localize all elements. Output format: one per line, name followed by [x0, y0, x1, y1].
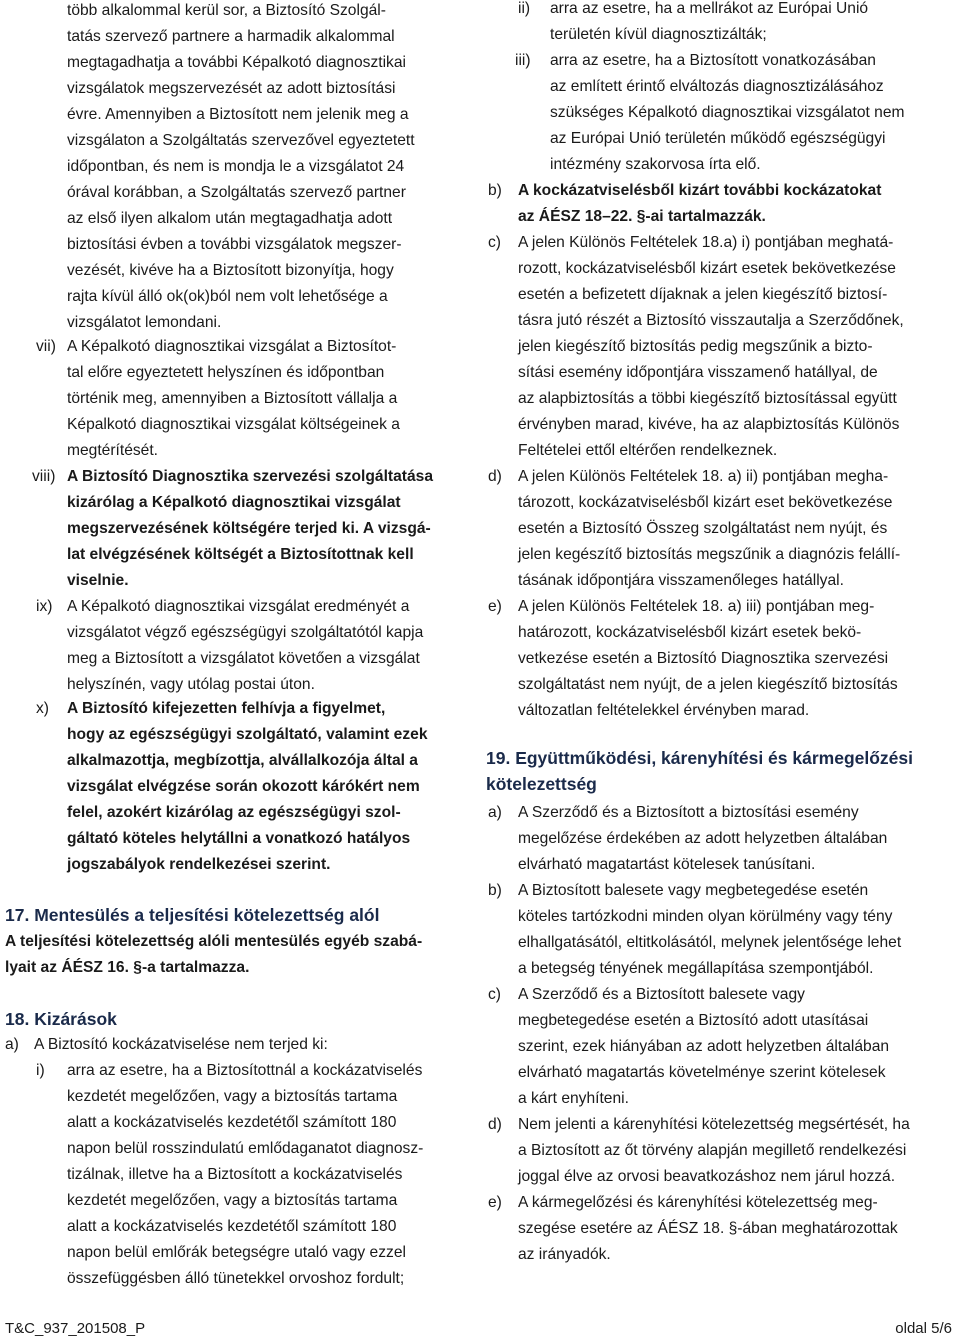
- text-line: jelen kiegészítő biztosítás pedig megszűnik a bizto-: [518, 338, 873, 355]
- text-line: napon belül emlőrák betegségre utaló vagy ezzel: [67, 1244, 406, 1261]
- item-label-b: b): [488, 182, 502, 199]
- text-line: A Képalkotó diagnosztikai vizsgálat eredményét a: [67, 598, 410, 615]
- text-line: megbetegedése esetén a Biztosító adott utasításai: [518, 1012, 869, 1029]
- text-line: helyszínén, vagy utólag postai úton.: [67, 676, 315, 693]
- item-label-x: x): [36, 700, 49, 717]
- text-line: Feltételei ettől eltérően rendelkeznek.: [518, 442, 778, 459]
- text-line: A Biztosító kockázatviselése nem terjed ki:: [34, 1036, 328, 1053]
- text-line: a Biztosított az őt törvény alapján megillető rendelkezési: [518, 1142, 907, 1159]
- text-line: tározott, kockázatviselésből kizárt eset bekövetkezése: [518, 494, 893, 511]
- text-line-bold: gáltató köteles helytállni a vonatkozó hatályos: [67, 830, 411, 847]
- text-line: köteles tartózkodni minden olyan körülmény vagy tény: [518, 908, 893, 925]
- text-line: vetkezése esetén a Biztosító Diagnosztika szervezési: [518, 650, 889, 667]
- text-line: időpontban, és nem is mondja le a vizsgálatot 24: [67, 158, 405, 175]
- footer-page-number: oldal 5/6: [895, 1320, 952, 1337]
- text-line: napon belül rosszindulatú emlődaganatot diagnosz-: [67, 1140, 424, 1157]
- text-line-bold: viselnie.: [67, 572, 129, 589]
- text-line: intézmény szakorvosa írta elő.: [550, 156, 761, 173]
- item-label-vii: vii): [36, 338, 56, 355]
- text-line: tatás szervező partnere a harmadik alkalommal: [67, 28, 395, 45]
- text-line: vizsgálaton a Szolgáltatás szervezővel egyeztetett: [67, 132, 415, 149]
- footer-doc-code: T&C_937_201508_P: [5, 1320, 146, 1337]
- text-line: elvárható magatartást kötelesek tanúsítani.: [518, 856, 816, 873]
- text-line: arra az esetre, ha a mellrákot az Európai Unió: [550, 0, 869, 17]
- text-line: órával korábban, a Szolgáltatás szervező partner: [67, 184, 406, 201]
- item-label-d: d): [488, 468, 502, 485]
- text-line-bold: felel, azokért kizárólag az egészségügyi szol-: [67, 804, 401, 821]
- text-line-bold: jogszabályok rendelkezései szerint.: [67, 856, 331, 873]
- text-line: A jelen Különös Feltételek 18. a) iii) pontjában meg-: [518, 598, 875, 615]
- text-line: határozott, kockázatviselésből kizárt esetek bekö-: [518, 624, 862, 641]
- text-line-bold: A Biztosító kifejezetten felhívja a figyelmet,: [67, 700, 386, 717]
- item-label-b: b): [488, 882, 502, 899]
- text-line-bold: vizsgálat elvégzése során okozott kárókért nem: [67, 778, 420, 795]
- text-line: jelen kegészítő biztosítás megszűnik a diagnózis felállí-: [518, 546, 901, 563]
- text-line: a kárt enyhíteni.: [518, 1090, 629, 1107]
- text-line: a betegség tényének megállapítása szempontjából.: [518, 960, 874, 977]
- text-line: elvárható magatartás követelménye szerint kötelesek: [518, 1064, 886, 1081]
- text-line: megtagadhatja a további Képalkotó diagnosztikai: [67, 54, 406, 71]
- text-line-bold: lyait az ÁÉSZ 16. §-a tartalmazza.: [5, 959, 250, 976]
- section-heading-18: 18. Kizárások: [5, 1009, 117, 1029]
- text-line: tásra jutó részét a Biztosító visszautalja a Szerződőnek,: [518, 312, 904, 329]
- text-line: kezdetét megelőzően, vagy a biztosítás tartama: [67, 1088, 398, 1105]
- text-line: az irányadók.: [518, 1246, 611, 1263]
- item-label-i: i): [36, 1062, 45, 1079]
- text-line: tizálnak, illetve ha a Biztosított a kockázatviselés: [67, 1166, 403, 1183]
- text-line: kezdetét megelőzően, vagy a biztosítás tartama: [67, 1192, 398, 1209]
- text-line: szolgáltatást nem nyújt, de a jelen kiegészítő biztosítás: [518, 676, 898, 693]
- text-line: Nem jelenti a kárenyhítési kötelezettség megsértését, ha: [518, 1116, 910, 1133]
- text-line-bold: lat elvégzésének költségét a Biztosítottnak kell: [67, 546, 414, 563]
- text-line-bold: hogy az egészségügyi szolgáltató, valamint ezek: [67, 726, 428, 743]
- text-line: évre. Amennyiben a Biztosított nem jelenik meg a: [67, 106, 409, 123]
- text-line: érvényben marad, kivéve, ha az alapbiztosítás Különös: [518, 416, 900, 433]
- text-line: vizsgálatok megszervezését az adott biztosítási: [67, 80, 396, 97]
- text-line: több alkalommal kerül sor, a Biztosító Szolgál-: [67, 2, 386, 19]
- section-heading-19-cont: kötelezettség: [486, 774, 597, 794]
- section-heading-17: 17. Mentesülés a teljesítési kötelezettség alól: [5, 905, 380, 925]
- item-label-a: a): [488, 804, 502, 821]
- text-line: összefüggésben álló tünetekkel orvoshoz fordult;: [67, 1270, 405, 1287]
- text-line: esetén a befizetett díjaknak a jelen kiegészítő biztosí-: [518, 286, 888, 303]
- text-line: sítási esemény időpontjára visszamenő hatállyal, de: [518, 364, 878, 381]
- text-line: az első ilyen alkalom után megtagadhatja adott: [67, 210, 393, 227]
- text-line: az említett érintő elváltozás diagnosztizálásához: [550, 78, 884, 95]
- text-line: területén kívül diagnosztizálták;: [550, 26, 767, 43]
- item-label-d: d): [488, 1116, 502, 1133]
- text-line: A Képalkotó diagnosztikai vizsgálat a Biztosítot-: [67, 338, 397, 355]
- text-line: arra az esetre, ha a Biztosított vonatkozásában: [550, 52, 876, 69]
- text-line-bold: A teljesítési kötelezettség alóli mentesülés egyéb szabá-: [5, 933, 423, 950]
- text-line: A jelen Különös Feltételek 18. a) ii) pontjában megha-: [518, 468, 889, 485]
- text-line: megelőzése érdekében az adott helyzetben általában: [518, 830, 888, 847]
- text-line: tásának időpontjára visszamenőleges hatállyal.: [518, 572, 844, 589]
- text-line: alatt a kockázatviselés kezdetétől számított 180: [67, 1218, 397, 1235]
- item-label-ii: ii): [518, 0, 531, 17]
- text-line: szükséges Képalkotó diagnosztikai vizsgálatot nem: [550, 104, 905, 121]
- text-line: az alapbiztosítás a többi kiegészítő biztosítással együtt: [518, 390, 897, 407]
- text-line: meg a Biztosított a vizsgálatot követően a vizsgálat: [67, 650, 420, 667]
- text-line: esetén a Biztosító Összeg szolgáltatást nem nyújt, és: [518, 520, 888, 537]
- text-line: biztosítási évben a további vizsgálatok megszer-: [67, 236, 402, 253]
- text-line: A Biztosított balesete vagy megbetegedése esetén: [518, 882, 869, 899]
- text-line: A kármegelőzési és kárenyhítési kötelezettség meg-: [518, 1194, 878, 1211]
- text-line: az Európai Unió területén működő egészségügyi: [550, 130, 886, 147]
- text-line-bold: az ÁÉSZ 18–22. §-ai tartalmazzák.: [518, 208, 766, 225]
- text-line: elhallgatásától, eltitkolásától, melynek jelentősége lehet: [518, 934, 902, 951]
- text-line: arra az esetre, ha a Biztosítottnál a kockázatviselés: [67, 1062, 423, 1079]
- text-line: tal előre egyeztetett helyszínen és időpontban: [67, 364, 385, 381]
- text-line: joggal élve az orvosi beavatkozáshoz nem járul hozzá.: [518, 1168, 896, 1185]
- text-line-bold: megszervezésének költségére terjed ki. A vizsgá-: [67, 520, 431, 537]
- text-line: rozott, kockázatviselésből kizárt esetek bekövetkezése: [518, 260, 896, 277]
- section-heading-19: 19. Együttműködési, kárenyhítési és kármegelőzési: [486, 748, 913, 768]
- text-line: Képalkotó diagnosztikai vizsgálat költségeinek a: [67, 416, 400, 433]
- text-line: A Szerződő és a Biztosított balesete vagy: [518, 986, 805, 1003]
- text-line: A Szerződő és a Biztosított a biztosítási esemény: [518, 804, 859, 821]
- item-label-viii: viii): [32, 468, 56, 485]
- text-line: szerint, ezek hiányában az adott helyzetben általában: [518, 1038, 890, 1055]
- text-line-bold: kizárólag a Képalkotó diagnosztikai vizsgálat: [67, 494, 401, 511]
- text-line: alatt a kockázatviselés kezdetétől számított 180: [67, 1114, 397, 1131]
- text-line-bold: A Biztosító Diagnosztika szervezési szolgáltatása: [67, 468, 433, 485]
- text-line: szegése esetére az ÁÉSZ 18. §-ában meghatározottak: [518, 1220, 898, 1237]
- item-label-c: c): [488, 234, 501, 251]
- text-line: vezését, kivéve ha a Biztosított bizonyítja, hogy: [67, 262, 394, 279]
- text-line: megtérítését.: [67, 442, 159, 459]
- text-line: változatlan feltételekkel érvényben marad.: [518, 702, 810, 719]
- item-label-ix: ix): [36, 598, 53, 615]
- item-label-c: c): [488, 986, 501, 1003]
- text-line-bold: A kockázatviselésből kizárt további kockázatokat: [518, 182, 882, 199]
- item-label-iii: iii): [515, 52, 531, 69]
- text-line-bold: alkalmazottja, megbízottja, alvállalkozója által a: [67, 752, 418, 769]
- text-line: rajta kívül álló ok(ok)ból nem volt lehetősége a: [67, 288, 388, 305]
- item-label-e: e): [488, 598, 502, 615]
- item-label-a: a): [5, 1036, 19, 1053]
- item-label-e: e): [488, 1194, 502, 1211]
- text-line: vizsgálatot végző egészségügyi szolgáltatótól kapja: [67, 624, 424, 641]
- text-line: történik meg, amennyiben a Biztosított vállalja a: [67, 390, 398, 407]
- text-line: A jelen Különös Feltételek 18.a) i) pontjában meghatá-: [518, 234, 894, 251]
- text-line: vizsgálatot lemondani.: [67, 314, 222, 331]
